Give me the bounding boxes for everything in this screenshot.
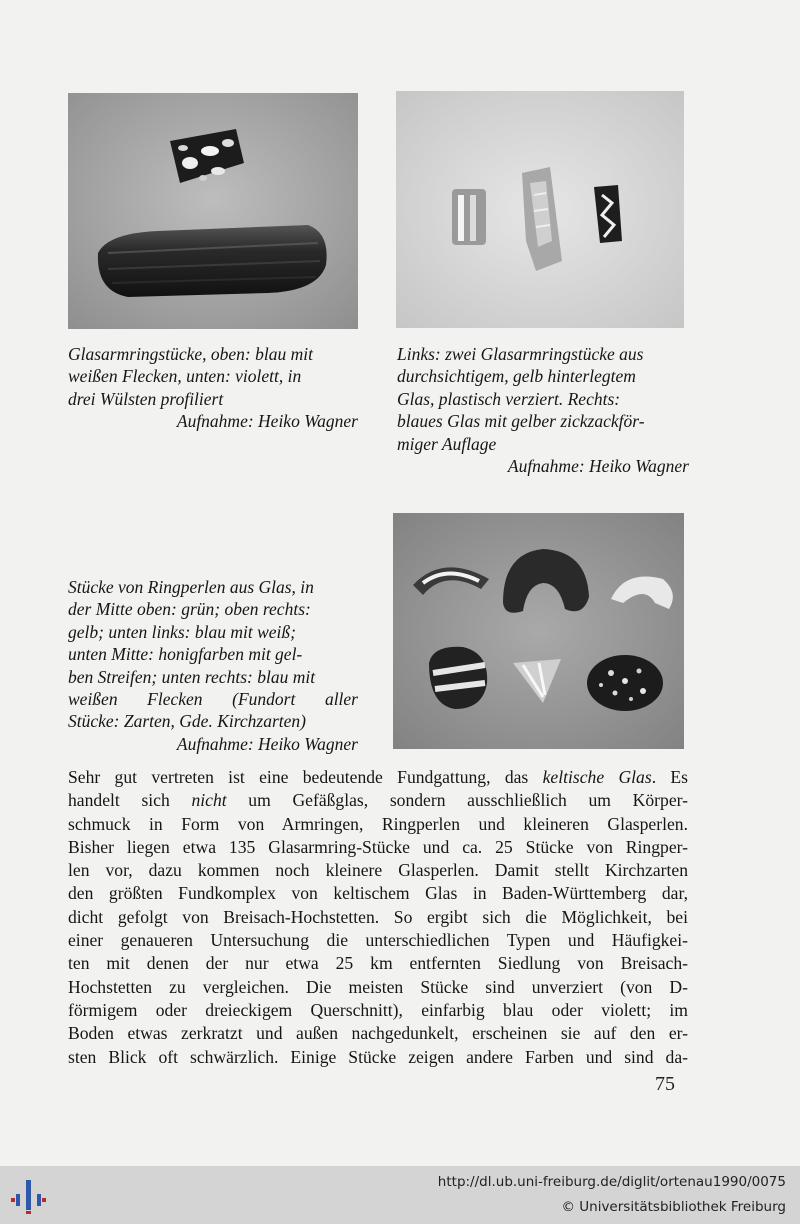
caption-line: miger Auflage xyxy=(397,433,497,454)
caption-line: der Mitte oben: grün; oben rechts: xyxy=(68,599,311,620)
caption-line: blaues Glas mit gelber zickzackför- xyxy=(397,411,645,432)
text-run: Sehr gut vertreten ist eine bedeutende Fundgattung, das xyxy=(68,767,543,787)
body-line: Boden etwas zerkratzt und außen nachgedunkelt, erscheinen sie auf den er- xyxy=(68,1023,688,1044)
violet-ribbed-fragment xyxy=(98,225,327,297)
caption-photo-top-left xyxy=(68,343,358,433)
caption-line: durchsichtigem, gelb hinterlegtem xyxy=(397,366,636,387)
caption-line: Glasarmringstücke, oben: blau mit xyxy=(68,344,313,364)
body-line: Bisher liegen etwa 135 Glasarmring-Stücke und ca. 25 Stücke von Ringper- xyxy=(68,836,688,857)
text-run: . Es xyxy=(651,767,688,787)
body-line: dicht gefolgt von Breisach-Hochstetten. So ergibt sich die Möglichkeit, bei xyxy=(68,906,688,927)
text-run: um Gefäßglas, sondern ausschließlich um Körper- xyxy=(226,790,688,811)
caption-line: ben Streifen; unten rechts: blau mit xyxy=(68,666,316,687)
page-number: 75 xyxy=(655,1073,675,1095)
body-line xyxy=(68,789,688,812)
caption-line: Links: zwei Glasarmringstücke aus xyxy=(397,344,644,364)
caption-line: Stücke: Zarten, Gde. Kirchzarten) xyxy=(68,711,306,732)
photo-credit: Aufnahme: Heiko Wagner xyxy=(176,733,358,754)
body-line: schmuck in Form von Armringen, Ringperlen und kleineren Glasperlen. xyxy=(68,813,688,834)
photo-credit: Aufnahme: Heiko Wagner xyxy=(176,411,358,432)
emphasis: nicht xyxy=(191,790,227,811)
copyright-notice: © Universitätsbibliothek Freiburg xyxy=(561,1199,786,1215)
photo-glass-ring-beads xyxy=(393,513,684,749)
digital-library-footer xyxy=(0,1166,800,1224)
blue-white-spotted-bead xyxy=(587,655,663,711)
caption-line: weißen Flecken, unten: violett, in xyxy=(68,366,302,387)
body-line: len vor, dazu kommen noch kleinere Glasperlen. Damit stellt Kirchzarten xyxy=(68,860,688,881)
caption-line: drei Wülsten profiliert xyxy=(68,388,224,409)
caption-line: gelb; unten links: blau mit weiß; xyxy=(68,621,296,642)
body-line: sten Blick oft schwärzlich. Einige Stücke zeigen andere Farben und sind da- xyxy=(68,1046,688,1067)
photo-clear-and-blue-glass-fragments xyxy=(396,91,684,328)
caption-line: unten Mitte: honigfarben mit gel- xyxy=(68,644,303,665)
body-line xyxy=(68,766,688,789)
caption-photo-middle-right xyxy=(68,576,358,755)
permalink-url[interactable]: http://dl.ub.uni-freiburg.de/diglit/ortenau1990/0075 xyxy=(437,1174,786,1190)
body-line: einer genaueren Untersuchung die unterschiedlichen Typen und Häufigkei- xyxy=(68,930,688,951)
body-paragraph xyxy=(68,766,688,1069)
clear-glass-fragment-left xyxy=(452,189,486,245)
body-line: ten mit denen der nur etwa 25 km entfernten Siedlung von Breisach- xyxy=(68,953,688,974)
body-line: den größten Fundkomplex von keltischem Glas in Baden-Württemberg dar, xyxy=(68,883,688,904)
caption-line: Glas, plastisch verziert. Rechts: xyxy=(397,388,621,409)
body-line: förmigem oder dreieckigem Querschnitt), einfarbig blau oder violett; im xyxy=(68,999,688,1020)
text-run: handelt sich xyxy=(68,790,192,811)
caption-line: Stücke von Ringperlen aus Glas, in xyxy=(68,577,314,597)
photo-credit: Aufnahme: Heiko Wagner xyxy=(507,456,689,477)
ub-freiburg-logo-icon[interactable] xyxy=(8,1174,50,1216)
caption-photo-top-right xyxy=(397,343,689,477)
photo-glass-bracelet-fragments xyxy=(68,93,358,329)
caption-line: weißen Flecken (Fundort aller xyxy=(68,689,358,710)
emphasis: keltische Glas xyxy=(542,767,652,787)
body-line: Hochstetten zu vergleichen. Die meisten Stücke sind unverziert (von D- xyxy=(68,976,688,997)
